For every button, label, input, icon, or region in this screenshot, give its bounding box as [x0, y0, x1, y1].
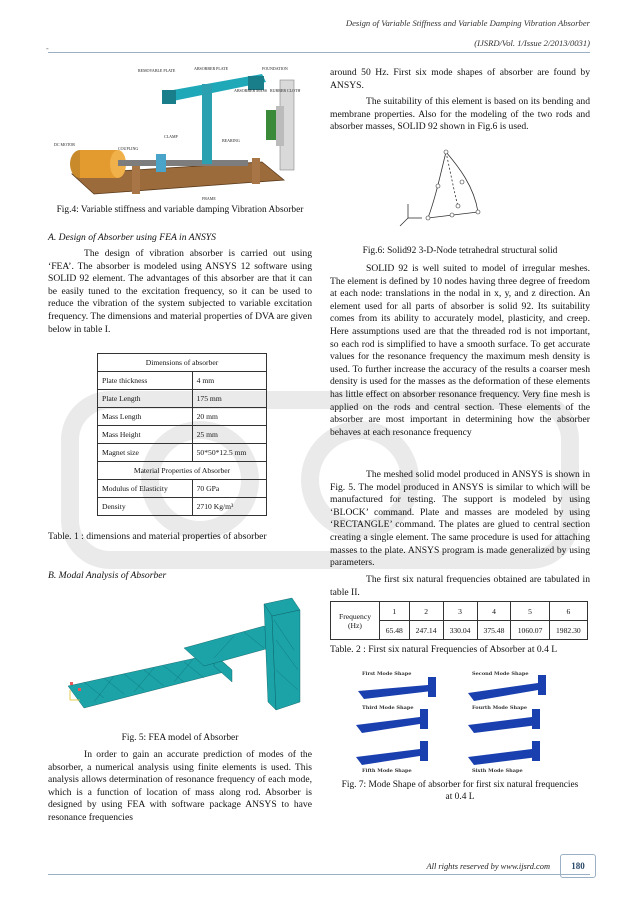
footer-rights: All rights reserved by www.ijsrd.com — [426, 862, 550, 871]
label-removable-plate: REMOVABLE PLATE — [138, 68, 176, 73]
right-paragraph-5: The first six natural frequencies obtained are tabulated in table II. — [330, 574, 590, 598]
table-row — [98, 408, 267, 426]
table-row — [98, 480, 267, 498]
label-frame: FRAME — [202, 196, 216, 201]
table2-header-label: Frequency (Hz) — [331, 602, 380, 640]
table2-value: 247.14 — [409, 621, 443, 640]
mode-label-5: Fifth Mode Shape — [362, 768, 412, 773]
header-rule — [48, 52, 590, 53]
right-paragraph-4: The meshed solid model produced in ANSYS is shown in Fig. 5. The model produced in ANSYS is similar to which will be manufactured for testing. The support is modeled by using ‘BLOCK’ command. Plate and masses are modeled by using ‘RECTANGLE’ command. The plates are glued to central section creating a single element. The same procedure is used for attaching masses to the plate. ANSYS program is made generalized by using parameters. — [330, 469, 590, 569]
fig4-caption: Fig.4: Variable stiffness and variable damping Vibration Absorber — [56, 205, 304, 215]
table2-caption: Table. 2 : First six natural Frequencies of Absorber at 0.4 L — [330, 644, 558, 655]
table1-label: Mass Height — [98, 426, 193, 444]
footer-rule — [48, 874, 590, 875]
table-row — [98, 426, 267, 444]
label-rubber-cloth: RUBBER CLOTH — [270, 88, 301, 93]
section-a-paragraph: The design of vibration absorber is carried out using ‘FEA’. The absorber is modeled using ANSYS 12 software using SOLID 92 element. The advantages of this absorber are that it can be easily tuned to the excitation frequency, so it can be used to reduce the vibration of the system subjected to variable excitation frequency. The dimensions and material properties of DVA are given below in table I. — [48, 248, 312, 335]
table1-value: 20 mm — [192, 408, 266, 426]
table2-mode: 4 — [477, 602, 511, 621]
label-absorber-mass: ABSORBER MASS — [234, 88, 268, 93]
mode-label-2: Second Mode Shape — [472, 671, 529, 677]
table2-natural-frequencies — [330, 601, 588, 640]
table1-label: Density — [98, 498, 193, 516]
page-number: 180 — [560, 854, 596, 878]
table1-value: 175 mm — [192, 390, 266, 408]
table-row — [98, 444, 267, 462]
table1-dimensions — [97, 353, 267, 516]
mode-label-3: Third Mode Shape — [362, 705, 414, 711]
label-dc-motor: DC MOTOR — [54, 142, 75, 147]
right-paragraph-1: around 50 Hz. First six mode shapes of absorber are found by ANSYS. — [330, 67, 590, 91]
table1-label: Magnet size — [98, 444, 193, 462]
label-coupling: COUPLING — [118, 146, 139, 151]
table2-mode: 1 — [380, 602, 410, 621]
mode-label-4: Fourth Mode Shape — [472, 705, 528, 711]
label-bearing: BEARING — [222, 138, 240, 143]
mode-label-1: First Mode Shape — [362, 671, 412, 677]
issue-info: (IJSRD/Vol. 1/Issue 2/2013/0031) — [474, 38, 590, 48]
fig5-fea-mesh-model — [64, 590, 304, 726]
label-clamp: CLAMP — [164, 134, 178, 139]
table2-value: 375.48 — [477, 621, 511, 640]
fig6-caption: Fig.6: Solid92 3-D-Node tetrahedral structural solid — [362, 246, 558, 256]
table1-value: 4 mm — [192, 372, 266, 390]
table1-subtitle: Material Properties of Absorber — [98, 462, 267, 480]
table2-mode: 5 — [511, 602, 549, 621]
fig7-mode-shapes — [348, 667, 570, 773]
table2-value: 1060.07 — [511, 621, 549, 640]
table1-value: 50*50*12.5 mm — [192, 444, 266, 462]
fig4-absorber-setup-illustration — [52, 62, 310, 204]
section-b-heading: B. Modal Analysis of Absorber — [48, 570, 167, 581]
table1-value: 2710 Kg/m³ — [192, 498, 266, 516]
journal-title: Design of Variable Stiffness and Variable Damping Vibration Absorber — [345, 18, 590, 28]
table2-value: 330.04 — [443, 621, 477, 640]
right-paragraph-2: The suitability of this element is based on its bending and membrane properties. Also for the modeling of the two rods and absorber masses, SOLID 92 shown in Fig.6 is used. — [330, 96, 590, 133]
fig6-tetrahedral-element-diagram — [388, 146, 508, 236]
table2-mode: 2 — [409, 602, 443, 621]
table2-value: 1982.30 — [549, 621, 587, 640]
label-foundation: FOUNDATION — [262, 66, 288, 71]
label-absorber-plate: ABSORBER PLATE — [194, 66, 229, 71]
fig7-caption: Fig. 7: Mode Shape of absorber for first six natural frequencies at 0.4 L — [341, 780, 579, 803]
section-a-heading: A. Design of Absorber using FEA in ANSYS — [48, 232, 216, 243]
table1-value: 25 mm — [192, 426, 266, 444]
right-paragraph-3: SOLID 92 is well suited to model of irregular meshes. The element is defined by 10 nodes having three degree of freedom at each node: translations in the nodal in x, y, and z direction. An element used for all parts of absorber is solid 92. Its suitability comes from its ability to accurately model, plasticity, and creep. Here assumptions used are that the threaded rod is not important, so each rod is simplified to have a smooth surface. To get accurate values for the resonance frequency the maximum mesh density is used. To further increase the accuracy of the results a coarser mesh density is used for the masses as the deformation of these elements has little effect on absorber resonance frequency. Very fine mesh is applied on the rods and central section. These elements of the absorber are most important in determining how the absorber behaves at each resonance frequency — [330, 263, 590, 438]
table-row — [98, 498, 267, 516]
table-row — [331, 602, 588, 621]
table2-mode: 3 — [443, 602, 477, 621]
table1-label: Mass Length — [98, 408, 193, 426]
table2-mode: 6 — [549, 602, 587, 621]
table1-label: Modulus of Elasticity — [98, 480, 193, 498]
table1-caption: Table. 1 : dimensions and material properties of absorber — [48, 531, 267, 542]
table-row — [98, 372, 267, 390]
header-dash: - — [46, 44, 49, 53]
fig5-caption: Fig. 5: FEA model of Absorber — [121, 733, 239, 743]
table1-label: Plate thickness — [98, 372, 193, 390]
table-row — [98, 390, 267, 408]
mode-label-6: Sixth Mode Shape — [472, 768, 523, 773]
table2-value: 65.48 — [380, 621, 410, 640]
table1-label: Plate Length — [98, 390, 193, 408]
table1-value: 70 GPa — [192, 480, 266, 498]
paragraph-after-fig5: In order to gain an accurate prediction of modes of the absorber, a numerical analysis using finite elements is used. This analysis allows determination of resonance frequency of each mode, which is a function of location of mass along rod. Absorber is designed by using FEA with software package ANSYS to have resonance frequencies — [48, 749, 312, 823]
table1-title: Dimensions of absorber — [98, 354, 267, 372]
